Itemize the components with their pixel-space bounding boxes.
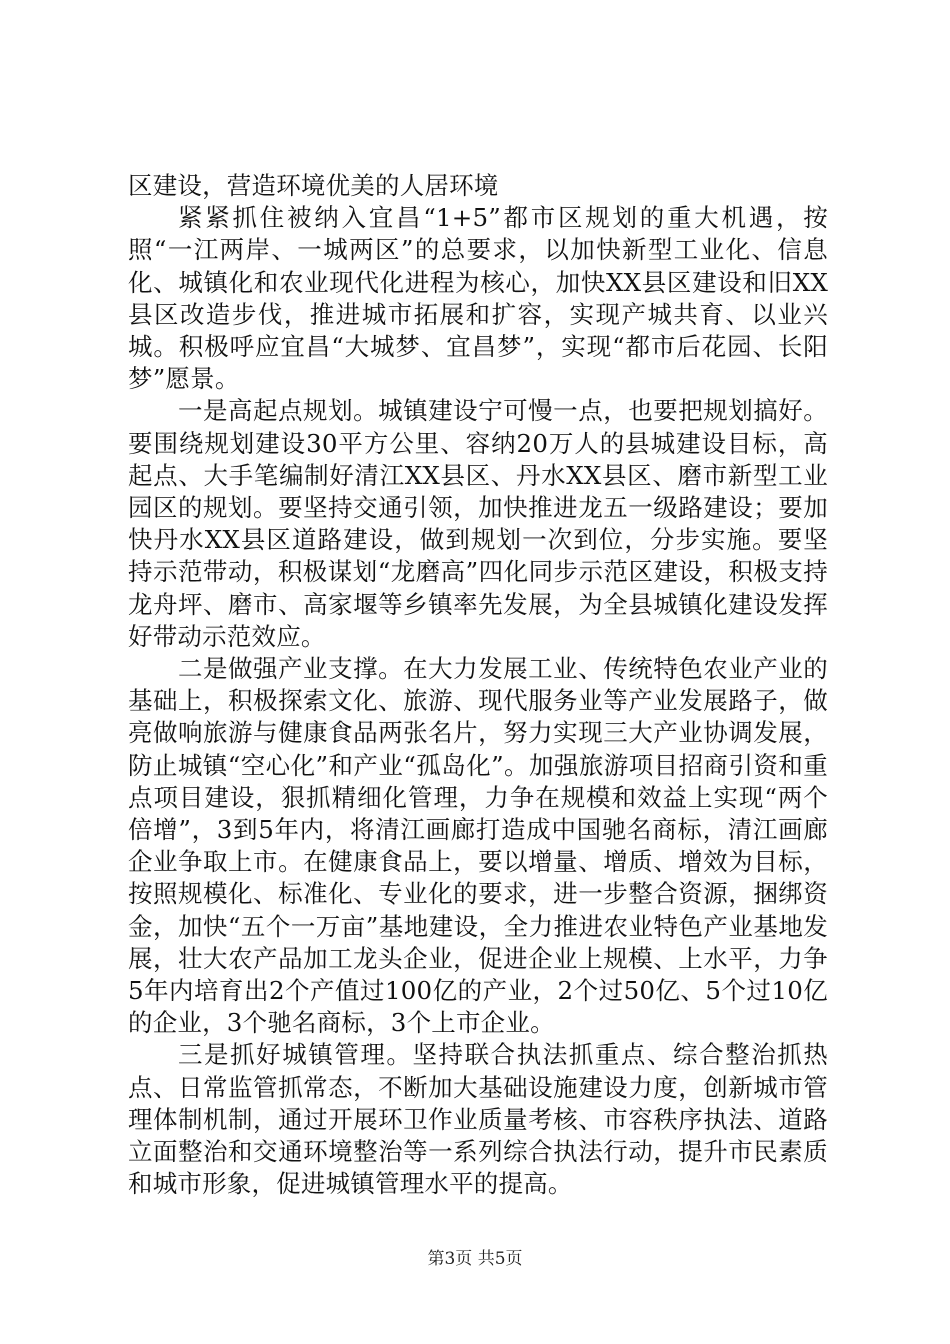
paragraph-continuation: 区建设，营造环境优美的人居环境 bbox=[128, 171, 499, 200]
paragraph-management: 三是抓好城镇管理。坚持联合执法抓重点、综合整治抓热点、日常监管抓常态，不断加大基础设施建设力度，创新城市管理体制机制，通过开展环卫作业质量考核、市容秩序执法、道路立面整治和交通环境整治等一系列综合执法行动，提升市民素质和城市形象，促进城镇管理水平的提高。 bbox=[128, 1040, 828, 1199]
paragraph-planning: 一是高起点规划。城镇建设宁可慢一点，也要把规划搞好。要围绕规划建设30平方公里、容纳20万人的县城建设目标，高起点、大手笔编制好清江XX县区、丹水XX县区、磨市新型工业园区的规划。要坚持交通引领，加快推进龙五一级路建设；要加快丹水XX县区道路建设，做到规划一次到位，分步实施。要坚持示范带动，积极谋划“龙磨高”四化同步示范区建设，积极支持龙舟坪、磨市、高家堰等乡镇率先发展，为全县城镇化建设发挥好带动示范效应。 bbox=[128, 396, 828, 651]
document-body bbox=[128, 170, 828, 1201]
paragraph-intro: 紧紧抓住被纳入宜昌“1+5”都市区规划的重大机遇，按照“一江两岸、一城两区”的总要求，以加快新型工业化、信息化、城镇化和农业现代化进程为核心，加快XX县区建设和旧XX县区改造步伐，推进城市拓展和扩容，实现产城共育、以业兴城。积极呼应宜昌“大城梦、宜昌梦”，实现“都市后花园、长阳梦”愿景。 bbox=[128, 203, 828, 394]
paragraph-industry: 二是做强产业支撑。在大力发展工业、传统特色农业产业的基础上，积极探索文化、旅游、现代服务业等产业发展路子，做亮做响旅游与健康食品两张名片，努力实现三大产业协调发展，防止城镇“空心化”和产业“孤岛化”。加强旅游项目招商引资和重点项目建设，狠抓精细化管理，力争在规模和效益上实现“两个倍增”，3到5年内，将清江画廊打造成中国驰名商标，清江画廊企业争取上市。在健康食品上，要以增量、增质、增效为目标，按照规模化、标准化、专业化的要求，进一步整合资源，捆绑资金，加快“五个一万亩”基地建设，全力推进农业特色产业基地发展，壮大农产品加工龙头企业，促进企业上规模、上水平，力争5年内培育出2个产值过100亿的产业，2个过50亿、5个过10亿的企业，3个驰名商标，3个上市企业。 bbox=[128, 654, 828, 1038]
page-number-footer: 第3页 共5页 bbox=[427, 1249, 523, 1269]
